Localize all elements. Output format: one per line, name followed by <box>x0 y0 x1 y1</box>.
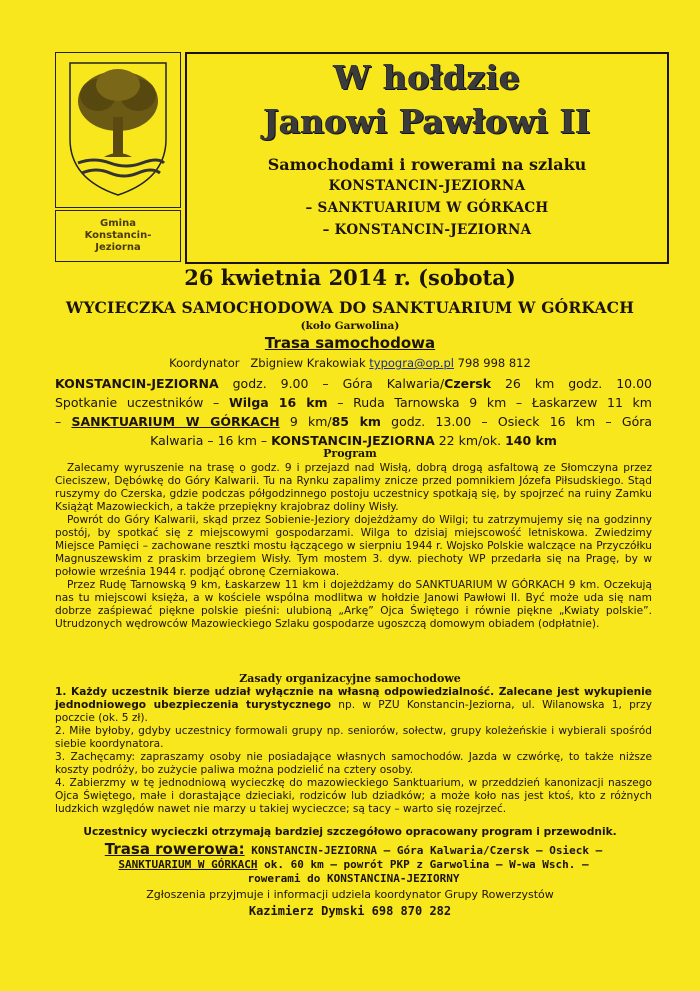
rules-list <box>55 686 652 816</box>
gmina-line: Jeziorna <box>95 242 141 253</box>
subtitle: Samochodami i rowerami na szlaku <box>267 155 587 174</box>
route-row <box>55 393 652 412</box>
rules-heading: Zasady organizacyjne samochodowe <box>239 672 461 685</box>
program-paragraph: Zalecamy wyruszenie na trasę o godz. 9 i przejazd nad Wisłą, dobrą drogą asfaltową ze Słomczyna przez Cieciszew, Dębówkę do Góry Kalwarii. Tu na Rynku zapalimy znicze przed pomnikiem Józefa Piłsudskiego. Stąd ruszymy do Czerska, gdzie podczas półgodzinnego postoju uczestnicy spotkają się, by spojrzeć na ruiny Zamku Książąt Mazowieckich, a także przepiękny krajobraz doliny Wisły. <box>55 462 652 513</box>
bike-route-line <box>55 858 652 872</box>
coordinator-phone: 798 998 812 <box>457 356 531 370</box>
route-text: Wilga 16 km <box>228 395 328 410</box>
route-text: 22 km/ok. <box>438 433 502 448</box>
closing-note: Uczestnicy wycieczki otrzymają bardziej szczegółowo opracowany program i przewodnik. <box>83 826 617 838</box>
coordinator-email-link[interactable]: typogra@op.pl <box>369 356 454 370</box>
rule-bold-text: 1. Każdy uczestnik bierze udział wyłącznie na własną odpowiedzialność. Zalecane jest wykupienie jednodniowego ubezpieczenia turystycznego <box>55 686 652 711</box>
title-line-1: W hołdzie <box>333 58 521 97</box>
coat-of-arms <box>55 52 181 208</box>
route-line: KONSTANCIN-JEZIORNA <box>328 178 526 194</box>
gmina-line: Konstancin- <box>84 230 152 241</box>
coordinator-label: Koordynator <box>169 356 240 370</box>
route-row <box>55 412 652 431</box>
car-route-description <box>55 374 652 450</box>
bike-route-text: SANKTUARIUM W GÓRKACH <box>118 858 258 871</box>
route-text: SANKTUARIUM W GÓRKACH <box>71 414 280 429</box>
route-text: Spotkanie uczestników – <box>55 395 220 410</box>
route-text: 26 km godz. 10.00 <box>504 376 652 391</box>
applications-note: Zgłoszenia przyjmuje i informacji udziela koordynator Grupy Rowerzystów <box>146 888 554 901</box>
rule-item <box>55 686 652 725</box>
route-text: KONSTANCIN-JEZIORNA <box>55 376 219 391</box>
route-text: – Ruda Tarnowska 9 km – Łaskarzew 11 km <box>337 395 652 410</box>
route-row <box>55 374 652 393</box>
route-line: – KONSTANCIN-JEZIORNA <box>322 222 532 238</box>
route-text: 140 km <box>505 433 557 448</box>
rule-text: np. w PZU Konstancin-Jeziorna, ul. Wilanowska 1, przy poczcie (ok. 5 zł). <box>55 699 652 724</box>
bike-route-line: rowerami do KONSTANCINA-JEZIORNY <box>247 872 460 885</box>
car-route-heading: Trasa samochodowa <box>264 334 436 352</box>
bike-route-text: ok. 60 km – powrót PKP z Garwolina – W-wa Wsch. – <box>257 858 589 871</box>
rule-item: 4. Zabierzmy w tę jednodniową wycieczkę do mazowieckiego Sanktuarium, w przeddzień kanonizacji naszego Ojca Świętego, małe i dorastające dzieciaki, rodziców lub dziadków; a może koło nas jest ktoś, kto z różnych ludzkich względów nawet nie marzy u takiej wycieczce; są tacy – warto się rozejrzeć. <box>55 777 652 815</box>
event-date: 26 kwietnia 2014 r. (sobota) <box>184 265 516 290</box>
title-box <box>185 52 669 264</box>
oak-tree-emblem-icon <box>64 59 172 199</box>
route-text: – <box>55 414 62 429</box>
trip-title: WYCIECZKA SAMOCHODOWA DO SANKTUARIUM W GÓRKACH <box>65 298 635 317</box>
rule-item: 2. Miłe byłoby, gdyby uczestnicy formowali grupy np. seniorów, sołectw, grupy koleżeńskie i wybierali spośród siebie koordynatora. <box>55 725 652 750</box>
route-text: KONSTANCIN-JEZIORNA <box>271 433 435 448</box>
program-text <box>55 462 652 631</box>
coordinator-name: Zbigniew Krakowiak <box>250 356 366 370</box>
route-text: 85 km <box>331 414 381 429</box>
gmina-label <box>55 210 181 262</box>
route-line: – SANKTUARIUM W GÓRKACH <box>305 200 549 216</box>
bike-route-label: Trasa rowerowa: <box>104 840 245 858</box>
route-text: Kalwaria – 16 km – <box>150 433 268 448</box>
bike-route-text: KONSTANCIN-JEZIORNA – Góra Kalwaria/Czersk – Osieck – <box>251 844 603 857</box>
trip-location-note: (koło Garwolina) <box>300 320 400 332</box>
bike-route-line <box>55 842 652 858</box>
program-heading: Program <box>323 447 377 460</box>
title-line-2: Janowi Pawłowi II <box>263 102 591 141</box>
program-paragraph: Powrót do Góry Kalwarii, skąd przez Sobienie-Jeziory dojeżdżamy do Wilgi; tu zatrzymujemy się na godzinny postój, by spotkać się z miejscowymi gospodarzami. Wilga to dzisiaj miejscowość letniskowa. Zwiedzimy Miejsce Pamięci – zachowane resztki mostu łączącego w sierpniu 1944 r. Wojsko Polskie walczące na Przyczółku Magnuszewskim z praskim brzegiem Wisły. Tym mostem 3. dyw. piechoty WP przedarła się na Pragę, by w połowie września 1944 r. podjąć obronę Czerniakowa. <box>55 514 652 578</box>
gmina-line: Gmina <box>100 218 136 229</box>
contact-line: Kazimierz Dymski 698 870 282 <box>248 904 452 918</box>
route-text: Czersk <box>444 376 492 391</box>
bike-route <box>55 842 652 886</box>
route-text: godz. 13.00 – Osieck 16 km – Góra <box>391 414 653 429</box>
coordinator-line <box>0 356 700 370</box>
rule-item: 3. Zachęcamy: zapraszamy osoby nie posiadające własnych samochodów. Jazda w czwórkę, to także niższe koszty podróży, bo zużycie paliwa można podzielić na cztery osoby. <box>55 751 652 776</box>
route-text: 9 km/ <box>289 414 332 429</box>
program-paragraph: Przez Rudę Tarnowską 9 km, Łaskarzew 11 km i dojeżdżamy do SANKTUARIUM W GÓRKACH 9 km. Oczekują nas tu miejscowi księża, a w kościele wspólna modlitwa w hołdzie Janowi Pawłowi II. Być może uda się nam dobrze zaśpiewać piękne polskie pieśni: ulubioną „Arkę” Ojca Świętego i równie piękne „Kwiaty polskie”. Utrudzonych wędrowców Mazowieckiego Szlaku gospodarze ugoszczą domowym obiadem (odpłatnie). <box>55 579 652 630</box>
route-text: godz. 9.00 – Góra Kalwaria/ <box>232 376 445 391</box>
